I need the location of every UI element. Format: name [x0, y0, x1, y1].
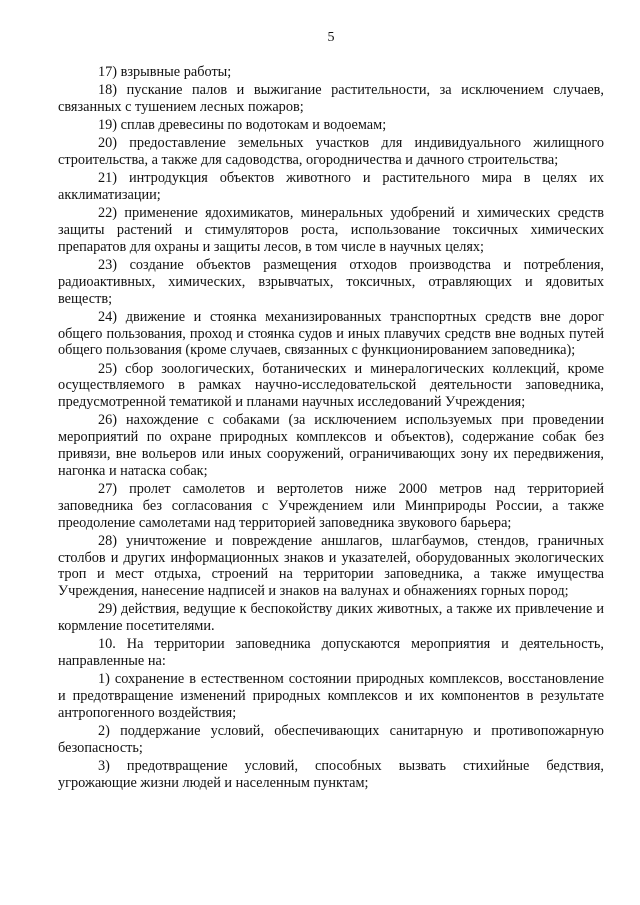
paragraph-item-18: 18) пускание палов и выжигание растительности, за исключением случаев, связанных с тушением лесных пожаров;: [58, 82, 604, 115]
document-page: [58, 30, 604, 793]
section-10-heading: 10. На территории заповедника допускаются мероприятия и деятельность, направленные на:: [58, 636, 604, 670]
paragraph-item-19: 19) сплав древесины по водотокам и водоемам;: [98, 117, 387, 134]
paragraph-item-24: 24) движение и стоянка механизированных транспортных средств вне дорог общего пользования, проход и стоянка судов и иных плавучих средств вне водных путей общего пользования (кроме случаев, связанных с функционированием заповедника);: [58, 308, 604, 359]
paragraph-item-23: 23) создание объектов размещения отходов производства и потребления, радиоактивных, химических, взрывчатых, токсичных, отравляющих и ядовитых веществ;: [58, 257, 604, 307]
paragraph-item-29: 29) действия, ведущие к беспокойству диких животных, а также их привлечение и кормление посетителями.: [58, 601, 604, 635]
paragraph-item-25: 25) сбор зоологических, ботанических и минералогических коллекций, кроме осуществляемого в рамках научно-исследовательской деятельности заповедника, предусмотренной тематикой и планами научных исследований Учреждения;: [58, 360, 604, 411]
page-number: 5: [327, 30, 335, 45]
section-10-item-2: 2) поддержание условий, обеспечивающих санитарную и противопожарную безопасность;: [58, 723, 604, 756]
paragraph-item-17: 17) взрывные работы;: [98, 64, 232, 80]
section-10-item-3: 3) предотвращение условий, способных вызвать стихийные бедствия, угрожающие жизни людей и населенным пунктам;: [58, 758, 604, 791]
section-10-item-1: 1) сохранение в естественном состоянии природных комплексов, восстановление и предотвращение изменений природных комплексов и их компонентов в результате антропогенного воздействия;: [58, 671, 604, 721]
paragraph-item-28: 28) уничтожение и повреждение аншлагов, шлагбаумов, стендов, граничных столбов и других информационных знаков и указателей, оборудованных экологических троп и мест отдыха, строений на территории заповедника, а также имущества Учреждения, нанесение надписей и знаков на валунах и обнажениях горных пород;: [58, 532, 604, 600]
paragraph-item-22: 22) применение ядохимикатов, минеральных удобрений и химических средств защиты растений и стимуляторов роста, использование токсичных химических препаратов для охраны и защиты лесов, в том числе в научных целях;: [58, 205, 604, 255]
paragraph-item-20: 20) предоставление земельных участков для индивидуального жилищного строительства, а также для садоводства, огородничества и дачного строительства;: [58, 135, 604, 169]
paragraph-item-26: 26) нахождение с собаками (за исключением используемых при проведении мероприятий по охране природных комплексов и объектов), содержание собак без привязи, вне вольеров или иных сооружений, ограничивающих зону их передвижения, нагонка и натаска собак;: [58, 412, 604, 479]
paragraph-item-27: 27) пролет самолетов и вертолетов ниже 2000 метров над территорией заповедника без согласования с Учреждением или Минприроды России, а также преодоление самолетами над территорией заповедника звукового барьера;: [58, 481, 604, 531]
paragraph-item-21: 21) интродукция объектов животного и растительного мира в целях их акклиматизации;: [58, 170, 604, 204]
